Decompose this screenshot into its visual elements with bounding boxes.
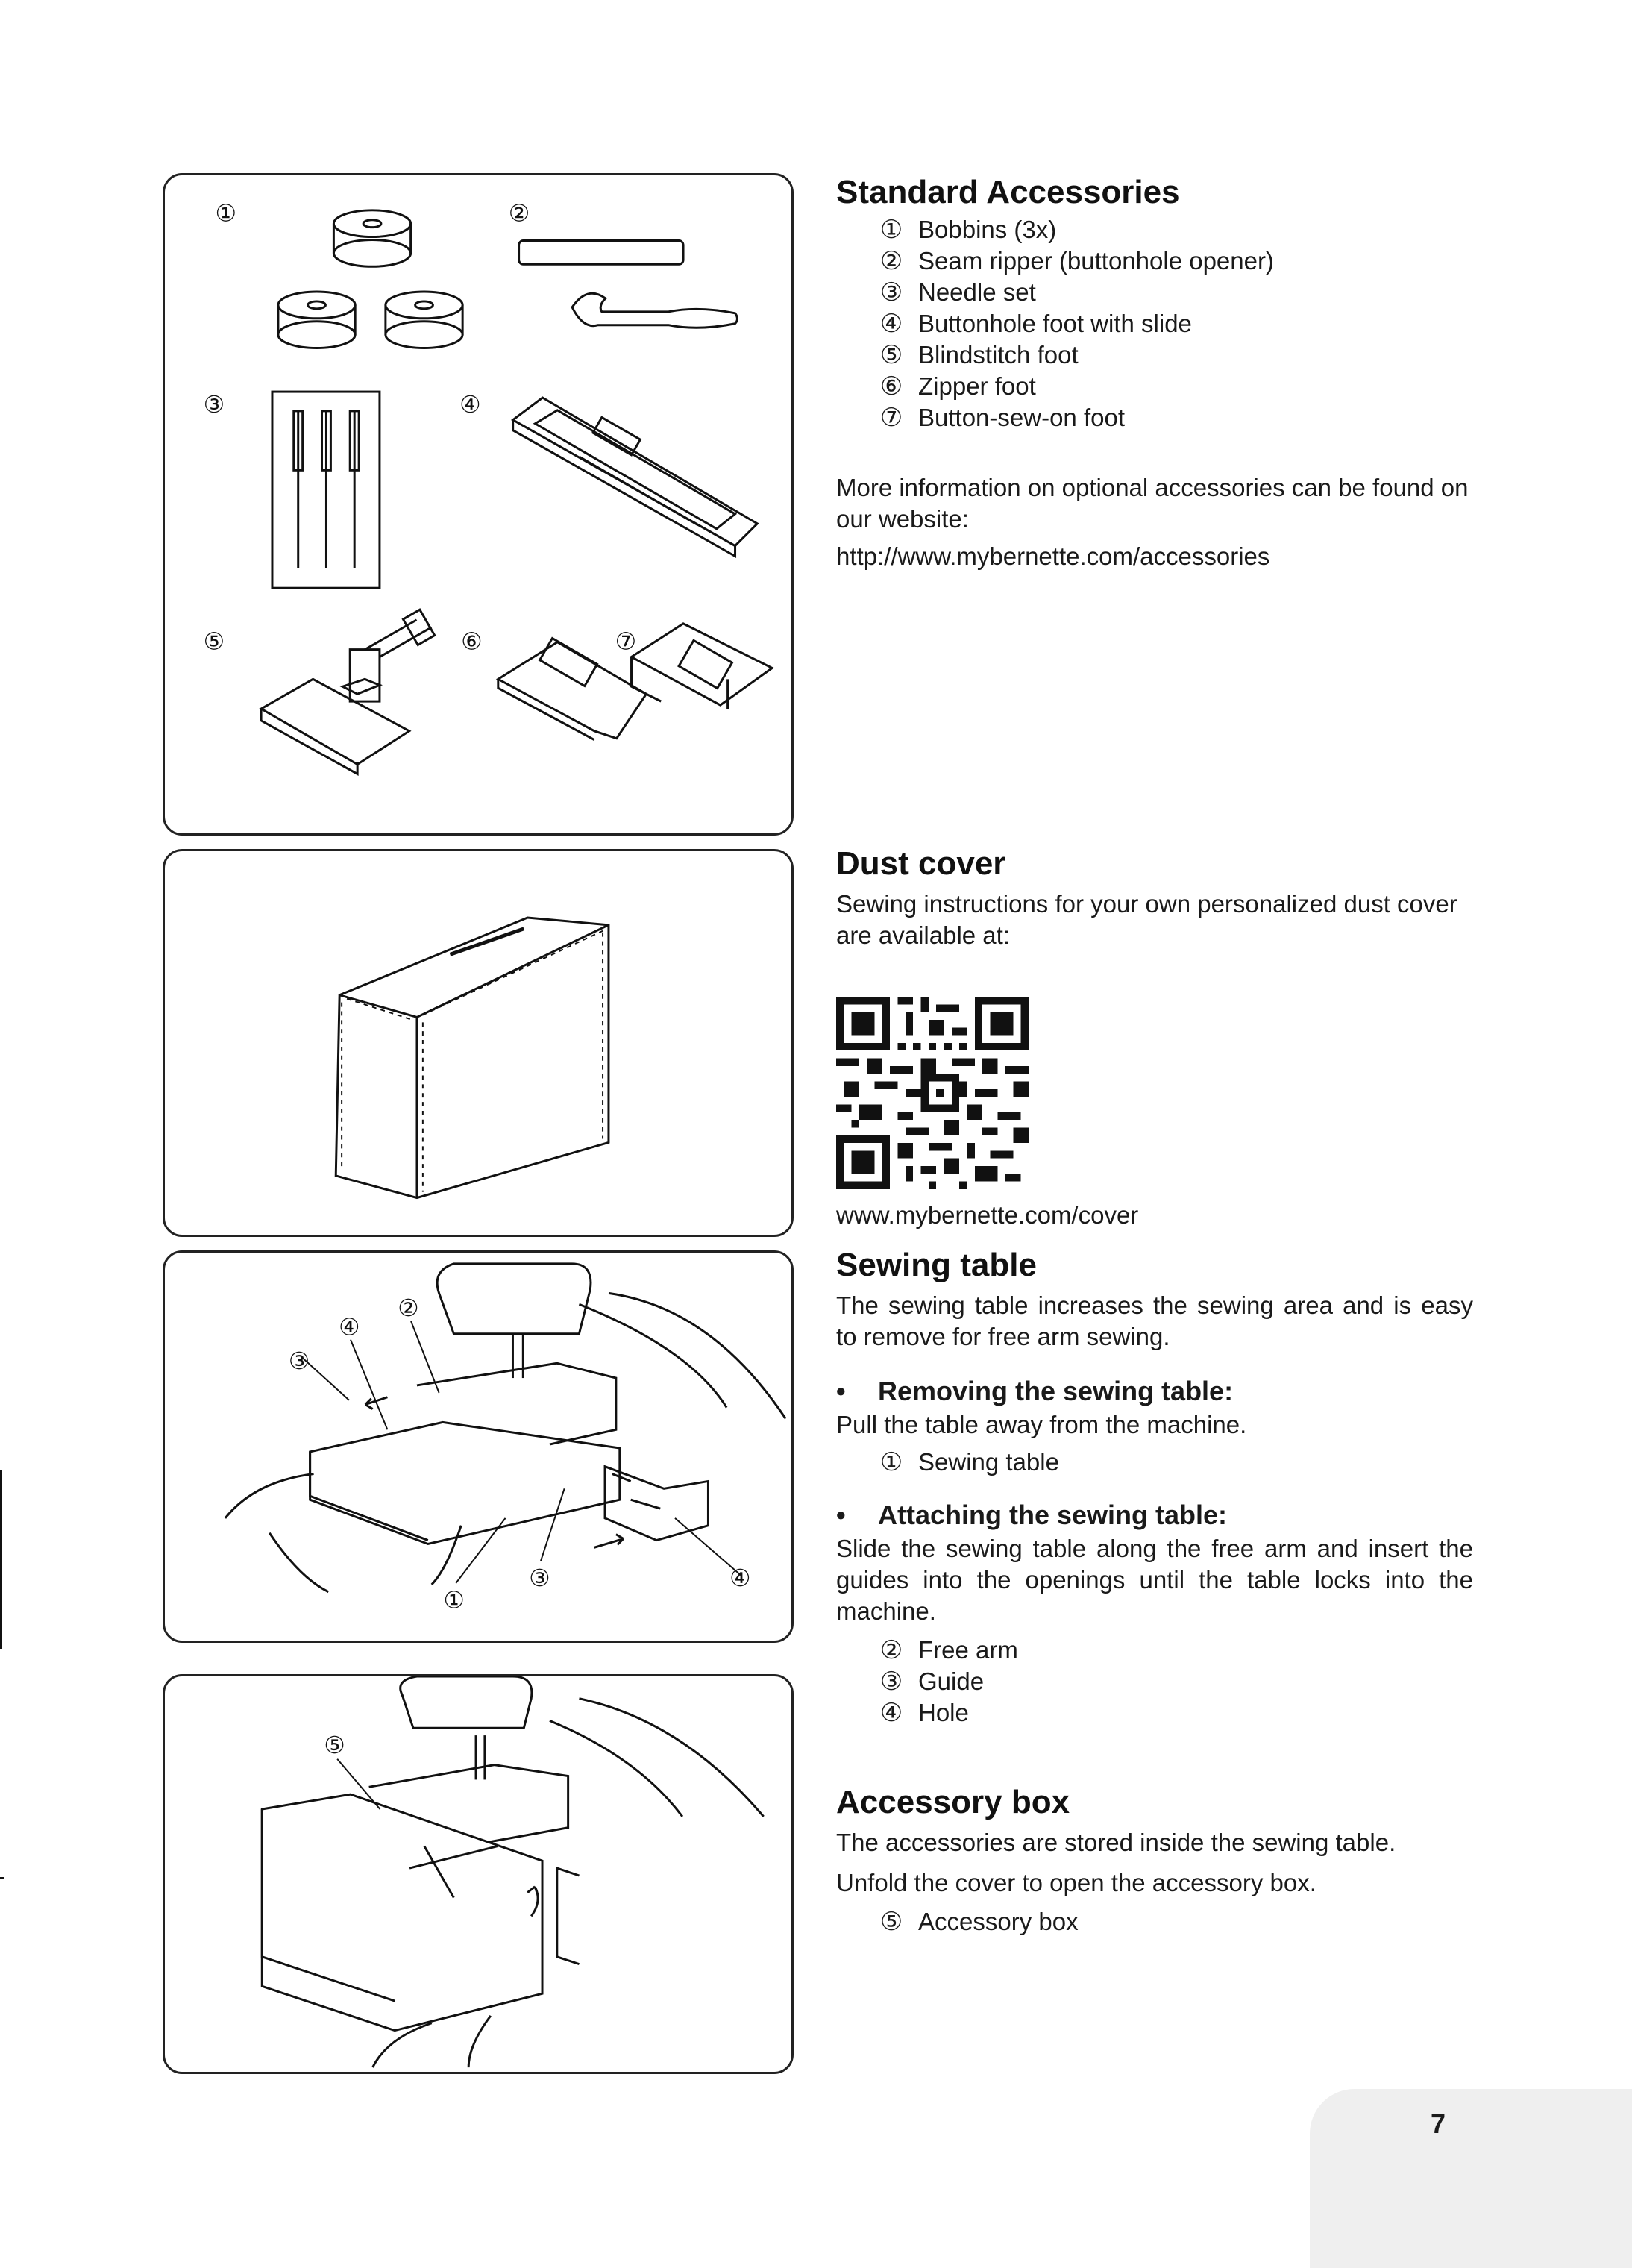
- attaching-heading-text: Attaching the sewing table:: [878, 1499, 1228, 1530]
- item-label: Free arm: [918, 1635, 1018, 1664]
- item-label: Button-sew-on foot: [918, 403, 1125, 431]
- buttonhole-foot-illustration: [513, 398, 758, 556]
- fig-num-2: ②: [508, 200, 530, 228]
- fig-num-3b: ③: [529, 1564, 550, 1592]
- accessory-box-text-2: Unfold the cover to open the accessory box.: [836, 1868, 1316, 1896]
- fig-num-1: ①: [443, 1587, 465, 1614]
- dust-cover-illustration: [165, 851, 791, 1235]
- item-label: Blindstitch foot: [918, 340, 1079, 369]
- margin-tick: [0, 1877, 4, 1879]
- sewing-table-text: The sewing table increases the sewing area and is easy to remove for free arm sewing.: [836, 1291, 1473, 1350]
- dust-cover-text: Sewing instructions for your own personalized dust cover are available at:: [836, 889, 1457, 949]
- sewing-table-title: Sewing table: [836, 1247, 1037, 1283]
- accessories-figure: [163, 173, 794, 836]
- accessory-box-list: [836, 1906, 1473, 1937]
- standard-accessories-list: [836, 214, 1473, 433]
- item-number: ③: [879, 1667, 903, 1696]
- fig-num-1: ①: [215, 200, 237, 228]
- list-item: [836, 1697, 1473, 1729]
- list-item: [836, 245, 1473, 277]
- fig-num-5: ⑤: [324, 1732, 345, 1759]
- item-label: Seam ripper (buttonhole opener): [918, 246, 1274, 275]
- bobbin-illustration: [278, 210, 462, 348]
- item-number: ④: [879, 309, 903, 338]
- accessories-info-text: More information on optional accessories can be found on our website:: [836, 473, 1469, 533]
- bullet-icon: •: [836, 1499, 846, 1530]
- standard-accessories-section: [836, 173, 1473, 572]
- list-item: [836, 1635, 1473, 1666]
- fig-num-6: ⑥: [461, 628, 483, 656]
- sewing-table-illustration: [165, 1253, 791, 1641]
- page-tab: [1310, 2089, 1632, 2268]
- item-number: ①: [879, 1447, 903, 1476]
- item-label: Guide: [918, 1667, 985, 1695]
- page-number: 7: [1431, 2108, 1446, 2139]
- dust-cover-url-block: [836, 1200, 1473, 1231]
- item-number: ⑤: [879, 340, 903, 369]
- list-item: [836, 277, 1473, 308]
- bullet-icon: •: [836, 1375, 846, 1406]
- item-number: ②: [879, 1635, 903, 1664]
- item-label: Sewing table: [918, 1447, 1059, 1476]
- list-item: [836, 1906, 1473, 1937]
- attaching-text: Slide the sewing table along the free arm and insert the guides into the openings until the table locks into the machine.: [836, 1534, 1473, 1625]
- removing-heading-text: Removing the sewing table:: [878, 1375, 1234, 1406]
- list-item: [836, 402, 1473, 433]
- item-label: Accessory box: [918, 1907, 1079, 1935]
- list-item: [836, 214, 1473, 245]
- list-item: [836, 371, 1473, 402]
- removing-text: Pull the table away from the machine.: [836, 1410, 1247, 1438]
- accessory-box-text-1: The accessories are stored inside the sewing table.: [836, 1828, 1396, 1856]
- item-number: ⑥: [879, 372, 903, 401]
- accessory-box-figure: [163, 1674, 794, 2074]
- list-item: [836, 308, 1473, 339]
- fig-num-3: ③: [203, 391, 225, 419]
- fig-num-4b: ④: [729, 1564, 751, 1592]
- list-item: [836, 1447, 1473, 1478]
- dust-cover-title: Dust cover: [836, 845, 1006, 882]
- fig-num-7: ⑦: [615, 628, 637, 656]
- accessory-box-section: [836, 1783, 1473, 1937]
- dust-cover-section: [836, 845, 1473, 951]
- accessories-illustration: [165, 175, 791, 833]
- fig-num-2: ②: [398, 1295, 419, 1323]
- item-number: ⑤: [879, 1907, 903, 1936]
- removing-list: [836, 1447, 1473, 1478]
- dust-cover-url-link[interactable]: www.mybernette.com/cover: [836, 1201, 1139, 1229]
- item-label: Needle set: [918, 278, 1036, 306]
- item-label: Zipper foot: [918, 372, 1036, 400]
- fig-num-5: ⑤: [203, 628, 225, 656]
- item-number: ⑦: [879, 403, 903, 432]
- button-sew-on-foot-illustration: [632, 624, 773, 709]
- list-item: [836, 1666, 1473, 1697]
- item-label: Buttonhole foot with slide: [918, 309, 1192, 337]
- sewing-table-section: [836, 1246, 1473, 1729]
- fig-num-4: ④: [459, 391, 481, 419]
- seam-ripper-illustration: [519, 241, 738, 328]
- accessory-box-illustration: [165, 1676, 791, 2072]
- item-number: ③: [879, 278, 903, 307]
- dust-cover-figure: [163, 849, 794, 1237]
- item-number: ①: [879, 215, 903, 244]
- needle-set-illustration: [272, 392, 380, 588]
- margin-bar: [0, 1470, 2, 1649]
- blindstitch-foot-illustration: [261, 610, 435, 774]
- item-number: ④: [879, 1698, 903, 1727]
- qr-code[interactable]: [836, 997, 1029, 1189]
- item-number: ②: [879, 246, 903, 275]
- item-label: Hole: [918, 1698, 969, 1726]
- attaching-list: [836, 1635, 1473, 1729]
- item-label: Bobbins (3x): [918, 215, 1057, 243]
- sewing-table-figure: [163, 1250, 794, 1643]
- accessory-box-title: Accessory box: [836, 1784, 1070, 1820]
- attaching-heading: [836, 1499, 1473, 1532]
- standard-accessories-title: Standard Accessories: [836, 174, 1180, 210]
- list-item: [836, 339, 1473, 371]
- fig-num-3: ③: [288, 1348, 310, 1376]
- accessories-url-link[interactable]: http://www.mybernette.com/accessories: [836, 542, 1270, 570]
- removing-heading: [836, 1375, 1473, 1408]
- fig-num-4: ④: [339, 1314, 360, 1341]
